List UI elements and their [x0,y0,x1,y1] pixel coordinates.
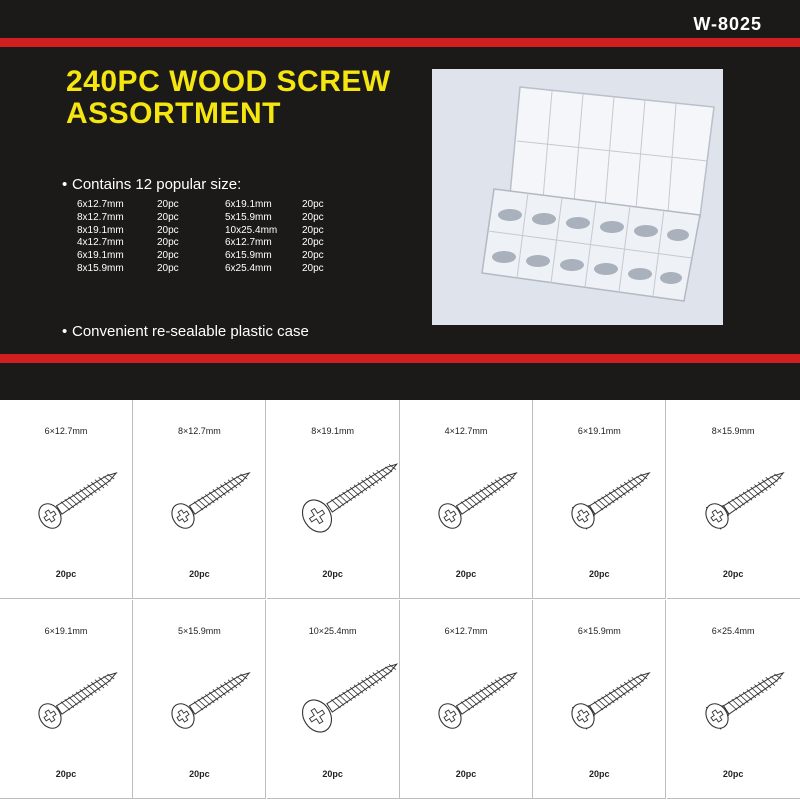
screw-size-label: 6×15.9mm [577,626,621,636]
screw-icon [133,440,266,570]
screw-icon [400,440,533,570]
screw-quantity-label: 20pc [55,569,77,579]
screw-quantity-label: 20pc [322,769,343,779]
case-bullet: • Convenient re-sealable plastic case [62,323,309,340]
screw-size-grid [0,400,800,800]
size-list-row [77,263,179,276]
screw-size-label: 6×19.1mm [577,426,621,436]
size-list-row [77,250,179,263]
bottom-red-stripe [0,354,800,363]
product-title [66,66,391,130]
bullet-icon: • [62,323,68,340]
size-value: 6x25.4mm [225,262,272,274]
screw-size-label: 5×15.9mm [177,626,221,636]
size-value: 10x25.4mm [225,224,278,236]
screw-size-label: 6×12.7mm [444,626,488,636]
screw-icon [267,440,400,570]
size-list-row [77,225,179,238]
size-value: 6x12.7mm [77,199,124,210]
title-line-2: ASSORTMENT [66,97,281,130]
model-number: W-8025 [693,14,762,34]
size-list-row [77,237,179,250]
screw-size-label: 4×12.7mm [444,426,488,436]
screw-size-label: 8×12.7mm [177,426,221,436]
screw-cell [667,400,800,599]
screw-quantity-label: 20pc [189,769,210,779]
screw-quantity-label: 20pc [722,769,744,779]
quantity-value: 20pc [157,211,179,223]
screw-cell [133,600,266,799]
quantity-value: 20pc [302,211,324,223]
screw-quantity-label: 20pc [455,569,477,579]
size-list-row [225,199,324,212]
screw-size-label: 8×19.1mm [311,426,355,436]
quantity-value: 20pc [302,224,324,236]
quantity-value: 20pc [157,237,179,249]
screw-icon [667,640,800,770]
quantity-value: 20pc [157,262,179,274]
plastic-case-illustration [432,69,723,325]
screw-quantity-label: 20pc [455,769,477,779]
screw-icon [0,640,133,770]
size-list-row [77,212,179,225]
size-value: 5x15.9mm [225,211,272,223]
screw-icon [667,440,800,570]
size-value: 4x12.7mm [77,237,124,249]
size-value: 6x19.1mm [77,250,124,262]
size-value: 6x19.1mm [225,199,272,210]
screw-cell [400,600,533,799]
size-list-row [77,199,179,212]
size-list-row [225,263,324,276]
size-value: 6x15.9mm [225,250,272,262]
screw-cell [667,600,800,799]
screw-quantity-label: 20pc [589,569,610,579]
screw-cell [0,600,133,799]
contains-bullet: • Contains 12 popular size: [62,176,242,193]
screw-size-label: 6×12.7mm [44,426,88,436]
size-value: 8x15.9mm [77,262,124,274]
screw-size-label: 8×15.9mm [711,426,755,436]
quantity-value: 20pc [157,199,179,210]
screw-cell [133,400,266,599]
screw-size-label: 10×25.4mm [308,626,357,636]
screw-icon [533,440,666,570]
product-photo [432,69,723,325]
top-red-stripe [0,38,800,47]
size-value: 8x12.7mm [77,211,124,223]
quantity-value: 20pc [302,250,324,262]
screw-quantity-label: 20pc [189,569,210,579]
screw-icon [400,640,533,770]
size-list-right [225,199,324,276]
size-list-row [225,237,324,250]
screw-cell [533,600,666,799]
screw-quantity-label: 20pc [322,569,343,579]
screw-cell [267,600,400,799]
screw-cell [267,400,400,599]
title-line-1: 240PC WOOD SCREW [66,65,391,98]
quantity-value: 20pc [302,199,324,210]
screw-icon [267,640,400,770]
screw-size-label: 6×25.4mm [711,626,755,636]
screw-cell [533,400,666,599]
size-value: 8x19.1mm [77,224,124,236]
screw-quantity-label: 20pc [589,769,610,779]
size-value: 6x12.7mm [225,237,272,249]
bullet-icon: • [62,176,68,193]
quantity-value: 20pc [157,224,179,236]
screw-icon [133,640,266,770]
size-list-row [225,212,324,225]
quantity-value: 20pc [302,262,324,274]
size-list-row [225,250,324,263]
quantity-value: 20pc [157,250,179,262]
quantity-value: 20pc [302,237,324,249]
screw-size-label: 6×19.1mm [44,626,88,636]
screw-quantity-label: 20pc [55,769,77,779]
screw-quantity-label: 20pc [722,569,744,579]
size-list-left [77,199,179,276]
screw-cell [400,400,533,599]
screw-icon [0,440,133,570]
screw-icon [533,640,666,770]
size-list-row [225,225,324,238]
screw-cell [0,400,133,599]
